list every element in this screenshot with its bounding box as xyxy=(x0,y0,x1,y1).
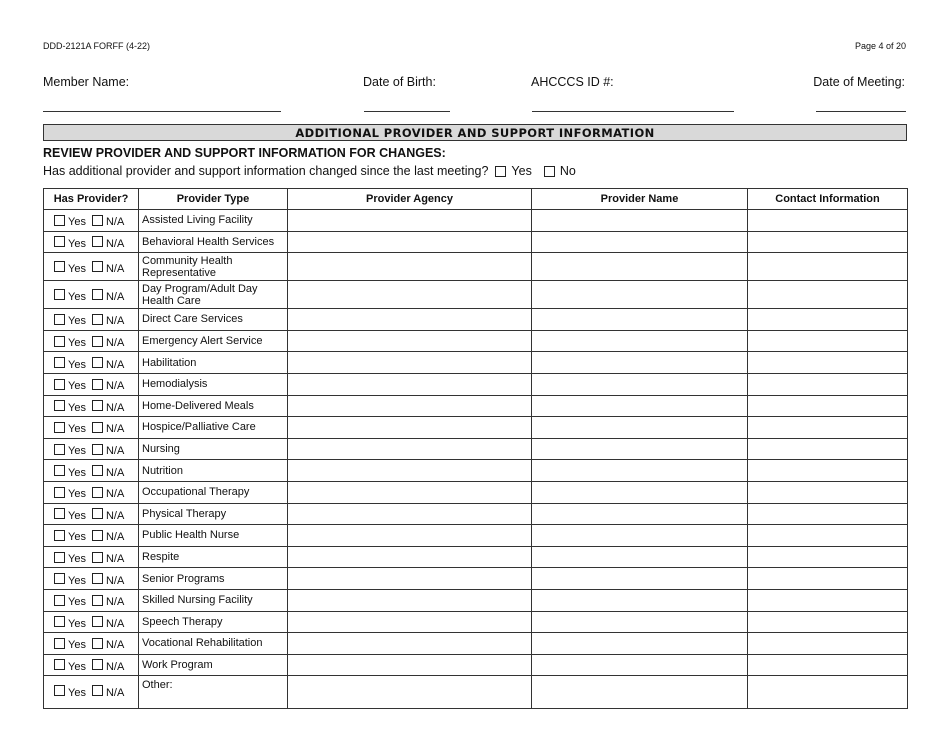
changes-no-checkbox[interactable] xyxy=(544,166,555,177)
provider-agency-cell[interactable] xyxy=(288,503,532,525)
has-provider-na-checkbox[interactable] xyxy=(92,215,103,226)
provider-type-cell: Behavioral Health Services xyxy=(139,231,288,253)
has-provider-cell xyxy=(44,589,139,611)
header-has-provider: Has Provider? xyxy=(44,189,139,210)
table-row xyxy=(44,438,908,460)
has-provider-yes-label: Yes xyxy=(68,531,86,544)
provider-agency-cell[interactable] xyxy=(288,438,532,460)
has-provider-yes-checkbox[interactable] xyxy=(54,573,65,584)
provider-type-cell: Habilitation xyxy=(139,352,288,374)
provider-agency-cell[interactable] xyxy=(288,281,532,309)
provider-type-cell: Vocational Rehabilitation xyxy=(139,633,288,655)
has-provider-na-label: N/A xyxy=(105,509,125,522)
table-row xyxy=(44,281,908,309)
has-provider-na-label: N/A xyxy=(105,358,125,371)
has-provider-cell xyxy=(44,417,139,439)
table-row xyxy=(44,253,908,281)
has-provider-na-checkbox[interactable] xyxy=(92,422,103,433)
has-provider-yes-checkbox[interactable] xyxy=(54,487,65,498)
provider-name-cell[interactable] xyxy=(532,460,748,482)
contact-information-cell[interactable] xyxy=(748,231,908,253)
provider-agency-cell[interactable] xyxy=(288,676,532,709)
provider-type-cell: Speech Therapy xyxy=(139,611,288,633)
has-provider-cell xyxy=(44,481,139,503)
provider-type-cell: Nursing xyxy=(139,438,288,460)
provider-type-cell: Public Health Nurse xyxy=(139,525,288,547)
has-provider-cell xyxy=(44,352,139,374)
provider-name-cell[interactable] xyxy=(532,589,748,611)
table-row xyxy=(44,309,908,331)
provider-agency-cell[interactable] xyxy=(288,210,532,232)
has-provider-cell xyxy=(44,210,139,232)
date-of-meeting-field[interactable] xyxy=(816,111,906,112)
has-provider-na-label: N/A xyxy=(105,262,125,275)
provider-agency-cell[interactable] xyxy=(288,654,532,676)
provider-type-cell: Physical Therapy xyxy=(139,503,288,525)
has-provider-cell xyxy=(44,438,139,460)
has-provider-na-checkbox[interactable] xyxy=(92,444,103,455)
has-provider-yes-label: Yes xyxy=(68,262,86,275)
contact-information-cell[interactable] xyxy=(748,281,908,309)
has-provider-yes-label: Yes xyxy=(68,358,86,371)
provider-type-cell: Hemodialysis xyxy=(139,373,288,395)
table-row xyxy=(44,589,908,611)
has-provider-yes-checkbox[interactable] xyxy=(54,236,65,247)
has-provider-na-checkbox[interactable] xyxy=(92,616,103,627)
table-row xyxy=(44,373,908,395)
contact-information-cell[interactable] xyxy=(748,546,908,568)
has-provider-yes-label: Yes xyxy=(68,574,86,587)
contact-information-cell[interactable] xyxy=(748,589,908,611)
contact-information-cell[interactable] xyxy=(748,210,908,232)
provider-type-cell: Skilled Nursing Facility xyxy=(139,589,288,611)
has-provider-cell xyxy=(44,676,139,709)
header-contact-information: Contact Information xyxy=(748,189,908,210)
has-provider-na-label: N/A xyxy=(105,423,125,436)
has-provider-yes-checkbox[interactable] xyxy=(54,616,65,627)
has-provider-yes-checkbox[interactable] xyxy=(54,638,65,649)
has-provider-yes-checkbox[interactable] xyxy=(54,336,65,347)
has-provider-yes-checkbox[interactable] xyxy=(54,400,65,411)
contact-information-cell[interactable] xyxy=(748,373,908,395)
has-provider-cell xyxy=(44,611,139,633)
date-of-birth-field[interactable] xyxy=(364,111,450,112)
provider-name-cell[interactable] xyxy=(532,309,748,331)
has-provider-na-label: N/A xyxy=(105,686,125,699)
has-provider-yes-label: Yes xyxy=(68,290,86,303)
table-row xyxy=(44,231,908,253)
provider-agency-cell[interactable] xyxy=(288,352,532,374)
has-provider-yes-label: Yes xyxy=(68,401,86,414)
table-row xyxy=(44,654,908,676)
has-provider-cell xyxy=(44,281,139,309)
provider-name-cell[interactable] xyxy=(532,231,748,253)
contact-information-cell[interactable] xyxy=(748,503,908,525)
has-provider-cell xyxy=(44,503,139,525)
table-row xyxy=(44,633,908,655)
table-header-row xyxy=(44,189,908,210)
has-provider-yes-checkbox[interactable] xyxy=(54,508,65,519)
has-provider-na-checkbox[interactable] xyxy=(92,357,103,368)
provider-table xyxy=(43,188,908,709)
has-provider-na-checkbox[interactable] xyxy=(92,261,103,272)
table-row xyxy=(44,395,908,417)
has-provider-yes-checkbox[interactable] xyxy=(54,659,65,670)
has-provider-yes-checkbox[interactable] xyxy=(54,465,65,476)
has-provider-cell xyxy=(44,373,139,395)
table-row xyxy=(44,417,908,439)
has-provider-na-label: N/A xyxy=(105,660,125,673)
contact-information-cell[interactable] xyxy=(748,395,908,417)
contact-information-cell[interactable] xyxy=(748,633,908,655)
table-row xyxy=(44,210,908,232)
has-provider-na-checkbox[interactable] xyxy=(92,659,103,670)
provider-name-cell[interactable] xyxy=(532,281,748,309)
contact-information-cell[interactable] xyxy=(748,676,908,709)
provider-type-cell: Work Program xyxy=(139,654,288,676)
provider-agency-cell[interactable] xyxy=(288,395,532,417)
changes-question-text: Has additional provider and support information changed since the last meeting? xyxy=(43,164,489,178)
has-provider-yes-label: Yes xyxy=(68,237,86,250)
has-provider-na-label: N/A xyxy=(105,574,125,587)
provider-type-cell: Occupational Therapy xyxy=(139,481,288,503)
has-provider-na-checkbox[interactable] xyxy=(92,465,103,476)
provider-name-cell[interactable] xyxy=(532,525,748,547)
has-provider-na-checkbox[interactable] xyxy=(92,336,103,347)
header-provider-type: Provider Type xyxy=(139,189,288,210)
header-provider-name: Provider Name xyxy=(532,189,748,210)
member-name-field[interactable] xyxy=(43,111,281,112)
contact-information-cell[interactable] xyxy=(748,330,908,352)
contact-information-cell[interactable] xyxy=(748,525,908,547)
provider-name-cell[interactable] xyxy=(532,373,748,395)
provider-type-cell: Day Program/Adult Day Health Care xyxy=(139,281,288,309)
provider-name-cell[interactable] xyxy=(532,210,748,232)
provider-agency-cell[interactable] xyxy=(288,568,532,590)
provider-agency-cell[interactable] xyxy=(288,373,532,395)
table-row xyxy=(44,525,908,547)
has-provider-yes-checkbox[interactable] xyxy=(54,215,65,226)
contact-information-cell[interactable] xyxy=(748,654,908,676)
contact-information-cell[interactable] xyxy=(748,460,908,482)
has-provider-cell xyxy=(44,460,139,482)
has-provider-yes-checkbox[interactable] xyxy=(54,357,65,368)
has-provider-yes-label: Yes xyxy=(68,488,86,501)
has-provider-na-label: N/A xyxy=(105,337,125,350)
contact-information-cell[interactable] xyxy=(748,352,908,374)
has-provider-yes-label: Yes xyxy=(68,509,86,522)
changes-question xyxy=(43,164,576,178)
has-provider-na-label: N/A xyxy=(105,596,125,609)
provider-name-cell[interactable] xyxy=(532,546,748,568)
provider-agency-cell[interactable] xyxy=(288,589,532,611)
table-row xyxy=(44,503,908,525)
has-provider-yes-label: Yes xyxy=(68,553,86,566)
provider-type-cell: Other: xyxy=(139,676,288,709)
review-title: REVIEW PROVIDER AND SUPPORT INFORMATION FOR CHANGES: xyxy=(43,146,446,160)
has-provider-yes-checkbox[interactable] xyxy=(54,595,65,606)
provider-name-cell[interactable] xyxy=(532,611,748,633)
provider-agency-cell[interactable] xyxy=(288,525,532,547)
has-provider-na-label: N/A xyxy=(105,401,125,414)
changes-yes-option[interactable] xyxy=(495,164,531,178)
provider-name-cell[interactable] xyxy=(532,654,748,676)
has-provider-yes-label: Yes xyxy=(68,315,86,328)
table-row xyxy=(44,481,908,503)
provider-agency-cell[interactable] xyxy=(288,460,532,482)
has-provider-yes-checkbox[interactable] xyxy=(54,314,65,325)
has-provider-cell xyxy=(44,633,139,655)
has-provider-cell xyxy=(44,568,139,590)
has-provider-yes-checkbox[interactable] xyxy=(54,289,65,300)
form-id: DDD-2121A FORFF (4-22) xyxy=(43,41,151,51)
provider-type-cell: Senior Programs xyxy=(139,568,288,590)
contact-information-cell[interactable] xyxy=(748,253,908,281)
provider-name-cell[interactable] xyxy=(532,417,748,439)
has-provider-na-checkbox[interactable] xyxy=(92,552,103,563)
has-provider-na-checkbox[interactable] xyxy=(92,638,103,649)
has-provider-na-checkbox[interactable] xyxy=(92,314,103,325)
date-of-birth-label: Date of Birth: xyxy=(363,75,436,89)
provider-agency-cell[interactable] xyxy=(288,231,532,253)
has-provider-yes-label: Yes xyxy=(68,617,86,630)
contact-information-cell[interactable] xyxy=(748,481,908,503)
has-provider-cell xyxy=(44,525,139,547)
contact-information-cell[interactable] xyxy=(748,438,908,460)
table-row xyxy=(44,460,908,482)
has-provider-yes-label: Yes xyxy=(68,337,86,350)
table-row xyxy=(44,676,908,709)
changes-no-label: No xyxy=(559,164,576,178)
header-provider-agency: Provider Agency xyxy=(288,189,532,210)
table-row xyxy=(44,352,908,374)
contact-information-cell[interactable] xyxy=(748,568,908,590)
ahcccs-id-field[interactable] xyxy=(532,111,734,112)
has-provider-na-checkbox[interactable] xyxy=(92,379,103,390)
has-provider-cell xyxy=(44,395,139,417)
has-provider-na-label: N/A xyxy=(105,216,125,229)
has-provider-yes-checkbox[interactable] xyxy=(54,261,65,272)
provider-type-cell: Nutrition xyxy=(139,460,288,482)
has-provider-yes-checkbox[interactable] xyxy=(54,685,65,696)
has-provider-na-checkbox[interactable] xyxy=(92,530,103,541)
has-provider-yes-label: Yes xyxy=(68,466,86,479)
contact-information-cell[interactable] xyxy=(748,611,908,633)
provider-type-cell: Assisted Living Facility xyxy=(139,210,288,232)
has-provider-cell xyxy=(44,253,139,281)
provider-name-cell[interactable] xyxy=(532,395,748,417)
provider-name-cell[interactable] xyxy=(532,253,748,281)
has-provider-na-checkbox[interactable] xyxy=(92,487,103,498)
has-provider-cell xyxy=(44,330,139,352)
has-provider-yes-label: Yes xyxy=(68,216,86,229)
provider-agency-cell[interactable] xyxy=(288,546,532,568)
provider-name-cell[interactable] xyxy=(532,676,748,709)
has-provider-na-label: N/A xyxy=(105,290,125,303)
date-of-meeting-label: Date of Meeting: xyxy=(813,75,905,89)
has-provider-yes-label: Yes xyxy=(68,686,86,699)
table-row xyxy=(44,330,908,352)
has-provider-na-label: N/A xyxy=(105,237,125,250)
has-provider-na-label: N/A xyxy=(105,315,125,328)
provider-name-cell[interactable] xyxy=(532,330,748,352)
provider-type-cell: Hospice/Palliative Care xyxy=(139,417,288,439)
provider-agency-cell[interactable] xyxy=(288,611,532,633)
has-provider-na-label: N/A xyxy=(105,445,125,458)
has-provider-na-checkbox[interactable] xyxy=(92,685,103,696)
table-row xyxy=(44,611,908,633)
page-number: Page 4 of 20 xyxy=(854,41,906,51)
has-provider-cell xyxy=(44,309,139,331)
has-provider-na-checkbox[interactable] xyxy=(92,508,103,519)
has-provider-yes-label: Yes xyxy=(68,445,86,458)
provider-agency-cell[interactable] xyxy=(288,253,532,281)
provider-type-cell: Community Health Representative xyxy=(139,253,288,281)
has-provider-yes-label: Yes xyxy=(68,596,86,609)
provider-type-cell: Direct Care Services xyxy=(139,309,288,331)
provider-name-cell[interactable] xyxy=(532,633,748,655)
has-provider-na-label: N/A xyxy=(105,488,125,501)
provider-name-cell[interactable] xyxy=(532,352,748,374)
contact-information-cell[interactable] xyxy=(748,309,908,331)
has-provider-na-label: N/A xyxy=(105,531,125,544)
has-provider-na-label: N/A xyxy=(105,380,125,393)
has-provider-na-checkbox[interactable] xyxy=(92,236,103,247)
has-provider-na-label: N/A xyxy=(105,617,125,630)
provider-agency-cell[interactable] xyxy=(288,330,532,352)
ahcccs-id-label: AHCCCS ID #: xyxy=(531,75,614,89)
changes-yes-label: Yes xyxy=(511,164,532,178)
provider-agency-cell[interactable] xyxy=(288,633,532,655)
provider-name-cell[interactable] xyxy=(532,568,748,590)
has-provider-yes-checkbox[interactable] xyxy=(54,530,65,541)
provider-name-cell[interactable] xyxy=(532,503,748,525)
has-provider-na-checkbox[interactable] xyxy=(92,400,103,411)
member-name-label: Member Name: xyxy=(43,75,130,89)
provider-agency-cell[interactable] xyxy=(288,309,532,331)
has-provider-yes-checkbox[interactable] xyxy=(54,422,65,433)
has-provider-na-label: N/A xyxy=(105,553,125,566)
provider-name-cell[interactable] xyxy=(532,481,748,503)
changes-no-option[interactable] xyxy=(544,164,576,178)
has-provider-yes-label: Yes xyxy=(68,660,86,673)
has-provider-yes-checkbox[interactable] xyxy=(54,444,65,455)
provider-type-cell: Home-Delivered Meals xyxy=(139,395,288,417)
contact-information-cell[interactable] xyxy=(748,417,908,439)
has-provider-yes-label: Yes xyxy=(68,380,86,393)
has-provider-yes-label: Yes xyxy=(68,639,86,652)
has-provider-yes-checkbox[interactable] xyxy=(54,552,65,563)
has-provider-na-checkbox[interactable] xyxy=(92,289,103,300)
has-provider-cell xyxy=(44,231,139,253)
provider-type-cell: Respite xyxy=(139,546,288,568)
provider-name-cell[interactable] xyxy=(532,438,748,460)
provider-type-cell: Emergency Alert Service xyxy=(139,330,288,352)
has-provider-na-label: N/A xyxy=(105,466,125,479)
has-provider-cell xyxy=(44,546,139,568)
table-row xyxy=(44,546,908,568)
table-row xyxy=(44,568,908,590)
section-banner: ADDITIONAL PROVIDER AND SUPPORT INFORMATION xyxy=(43,124,907,141)
has-provider-yes-label: Yes xyxy=(68,423,86,436)
has-provider-cell xyxy=(44,654,139,676)
has-provider-yes-checkbox[interactable] xyxy=(54,379,65,390)
has-provider-na-checkbox[interactable] xyxy=(92,573,103,584)
provider-agency-cell[interactable] xyxy=(288,481,532,503)
has-provider-na-checkbox[interactable] xyxy=(92,595,103,606)
changes-yes-checkbox[interactable] xyxy=(495,166,506,177)
provider-agency-cell[interactable] xyxy=(288,417,532,439)
has-provider-na-label: N/A xyxy=(105,639,125,652)
